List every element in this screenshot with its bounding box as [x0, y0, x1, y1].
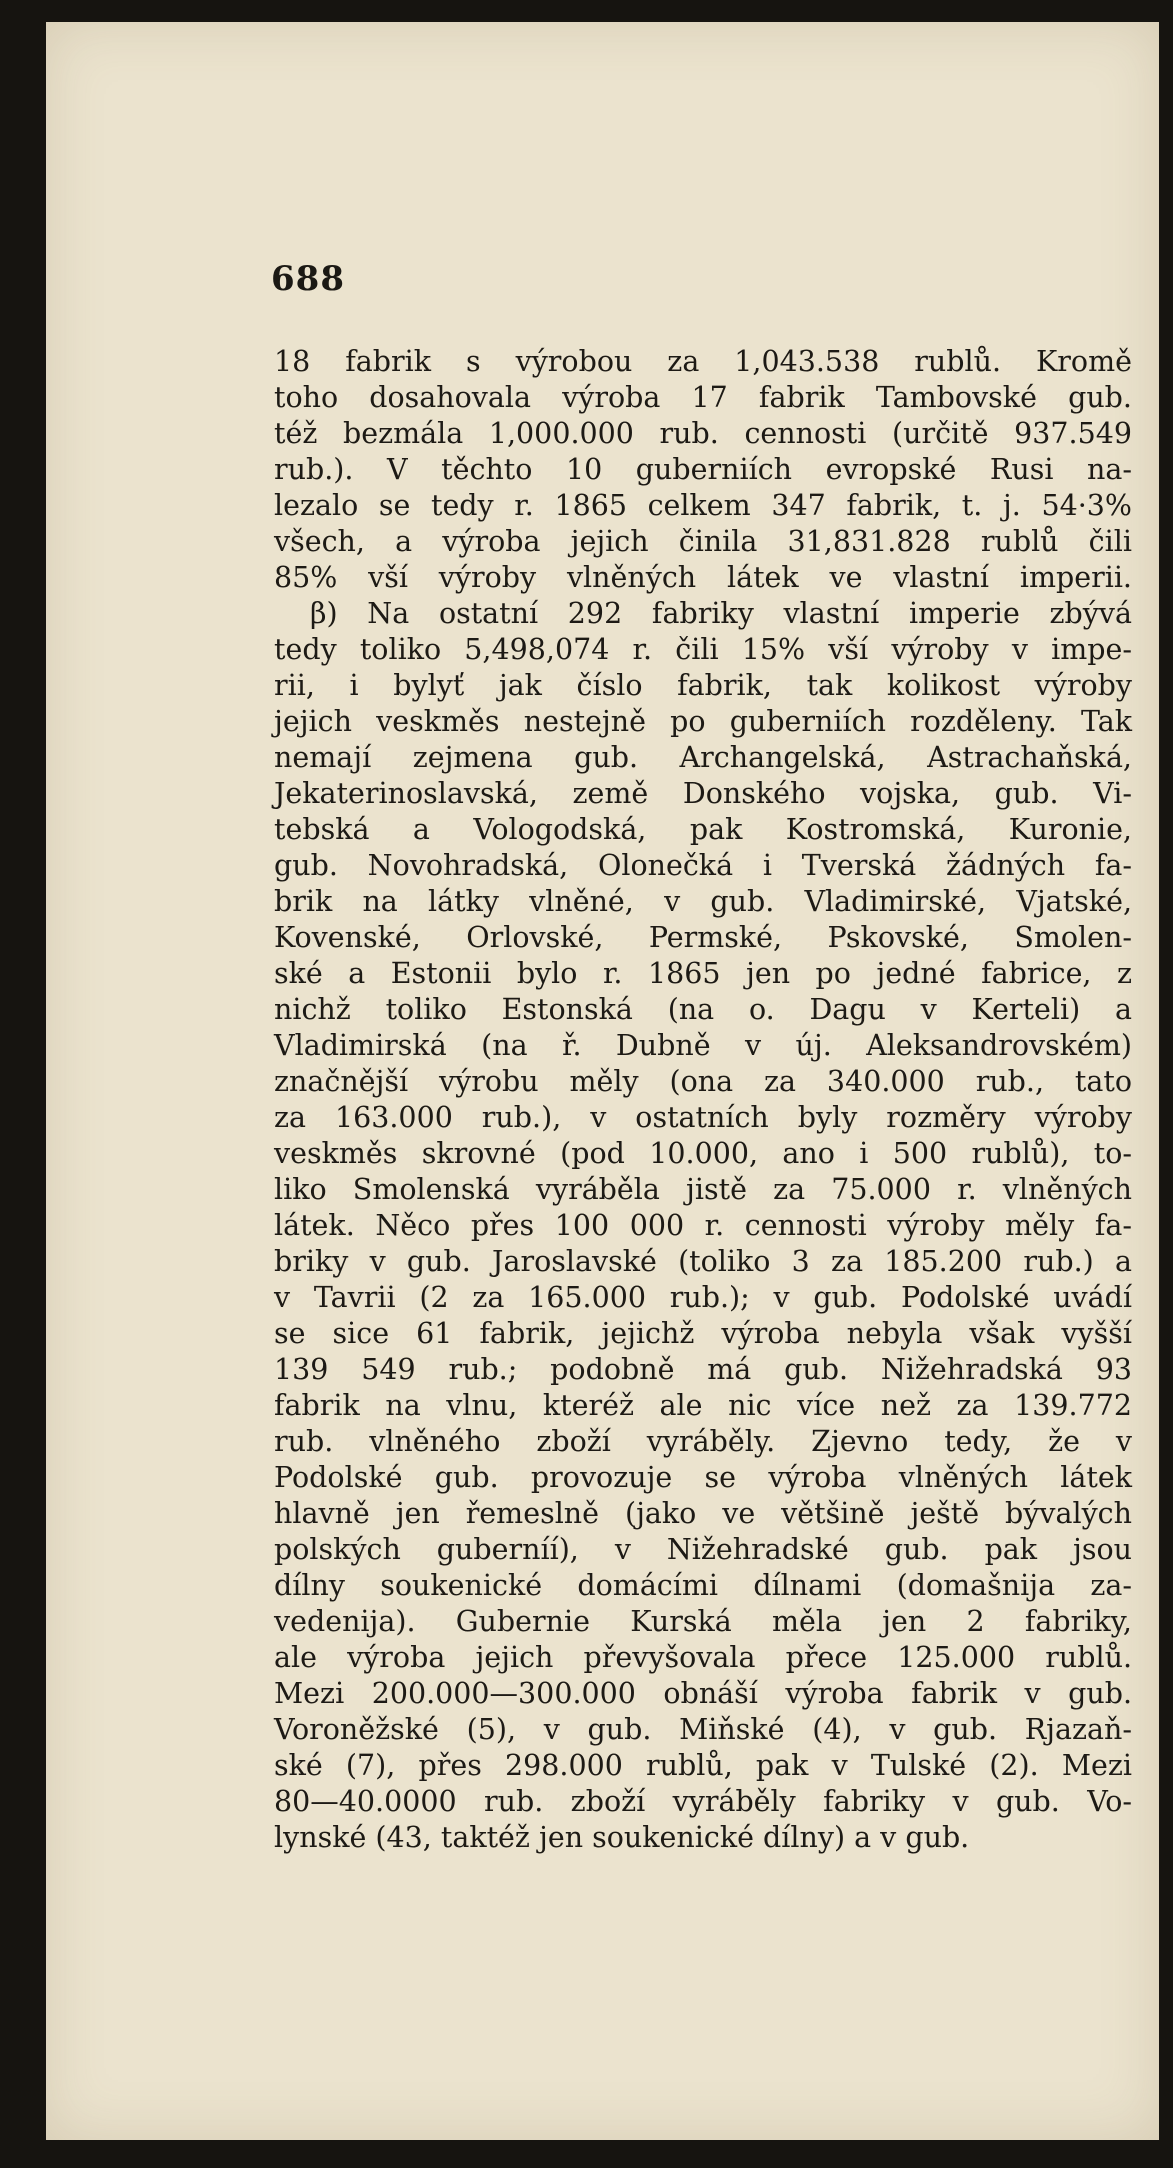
text-line: rub.). V těchto 10 guberniích evropské Rusi na- [274, 453, 1132, 486]
text-line: za 163.000 rub.), v ostatních byly rozměry výroby [274, 1101, 1132, 1134]
text-line: Kovenské, Orlovské, Permské, Pskovské, Smolen- [274, 921, 1132, 954]
text-line: Jekaterinoslavská, země Donského vojska, gub. Vi- [274, 777, 1132, 810]
text-line: β) Na ostatní 292 fabriky vlastní imperie zbývá [310, 597, 1132, 630]
text-line: polských guberníí), v Nižehradské gub. pak jsou [274, 1533, 1132, 1566]
text-line: tedy toliko 5,498,074 r. čili 15% vší výroby v impe- [274, 633, 1132, 666]
text-line: lynské (43, taktéž jen soukenické dílny) a v gub. [274, 1821, 970, 1854]
text-line: gub. Novohradská, Olonečká i Tverská žádných fa- [274, 849, 1132, 882]
text-line: ské (7), přes 298.000 rublů, pak v Tulské (2). Mezi [274, 1749, 1132, 1782]
text-line: 80—40.0000 rub. zboží vyráběly fabriky v gub. Vo- [274, 1785, 1132, 1818]
body-text [274, 344, 1132, 1856]
text-line: též bezmála 1,000.000 rub. cennosti (určitě 937.549 [274, 417, 1132, 450]
text-line: látek. Něco přes 100 000 r. cennosti výroby měly fa- [274, 1209, 1132, 1242]
text-line: liko Smolenská vyráběla jistě za 75.000 r. vlněných [274, 1173, 1132, 1206]
text-line: Mezi 200.000—300.000 obnáší výroba fabrik v gub. [274, 1677, 1132, 1710]
text-line: v Tavrii (2 za 165.000 rub.); v gub. Podolské uvádí [274, 1281, 1132, 1314]
text-line: rub. vlněného zboží vyráběly. Zjevno tedy, že v [274, 1425, 1132, 1458]
text-line: toho dosahovala výroba 17 fabrik Tambovské gub. [274, 381, 1132, 414]
text-line: značnější výrobu měly (ona za 340.000 rub., tato [274, 1065, 1132, 1098]
text-line: fabrik na vlnu, kteréž ale nic více než za 139.772 [274, 1389, 1132, 1422]
text-line: veskměs skrovné (pod 10.000, ano i 500 rublů), to- [274, 1137, 1132, 1170]
text-line: ské a Estonii bylo r. 1865 jen po jedné fabrice, z [274, 957, 1132, 990]
text-line: 85% vší výroby vlněných látek ve vlastní imperii. [274, 561, 1132, 594]
text-line: jejich veskměs nestejně po guberniích rozděleny. Tak [274, 705, 1132, 738]
text-line: 18 fabrik s výrobou za 1,043.538 rublů. Kromě [274, 345, 1132, 378]
text-line: vedenija). Gubernie Kurská měla jen 2 fabriky, [274, 1605, 1132, 1638]
text-line: se sice 61 fabrik, jejichž výroba nebyla však vyšší [274, 1317, 1132, 1350]
text-line: tebská a Vologodská, pak Kostromská, Kuronie, [274, 813, 1132, 846]
text-line: hlavně jen řemeslně (jako ve většině ještě bývalých [274, 1497, 1132, 1530]
text-line: Voroněžské (5), v gub. Miňské (4), v gub. Rjazaň- [274, 1713, 1132, 1746]
text-line: rii, i bylyť jak číslo fabrik, tak kolikost výroby [274, 669, 1132, 702]
book-page [46, 22, 1159, 2140]
text-line: nemají zejmena gub. Archangelská, Astrachaňská, [274, 741, 1132, 774]
text-line: ale výroba jejich převyšovala přece 125.000 rublů. [274, 1641, 1132, 1674]
text-line: Vladimirská (na ř. Dubně v új. Aleksandrovském) [274, 1029, 1132, 1062]
text-line: všech, a výroba jejich činila 31,831.828 rublů čili [274, 525, 1132, 558]
text-line: Podolské gub. provozuje se výroba vlněných látek [274, 1461, 1132, 1494]
text-line: 139 549 rub.; podobně má gub. Nižehradská 93 [274, 1353, 1132, 1386]
text-line: briky v gub. Jaroslavské (toliko 3 za 185.200 rub.) a [274, 1245, 1132, 1278]
text-line: nichž toliko Estonská (na o. Dagu v Kerteli) a [274, 993, 1132, 1026]
page-number: 688 [271, 259, 345, 299]
text-line: lezalo se tedy r. 1865 celkem 347 fabrik, t. j. 54·3% [274, 489, 1132, 522]
text-line: dílny soukenické domácími dílnami (domašnija za- [274, 1569, 1132, 1602]
text-line: brik na látky vlněné, v gub. Vladimirské, Vjatské, [274, 885, 1132, 918]
